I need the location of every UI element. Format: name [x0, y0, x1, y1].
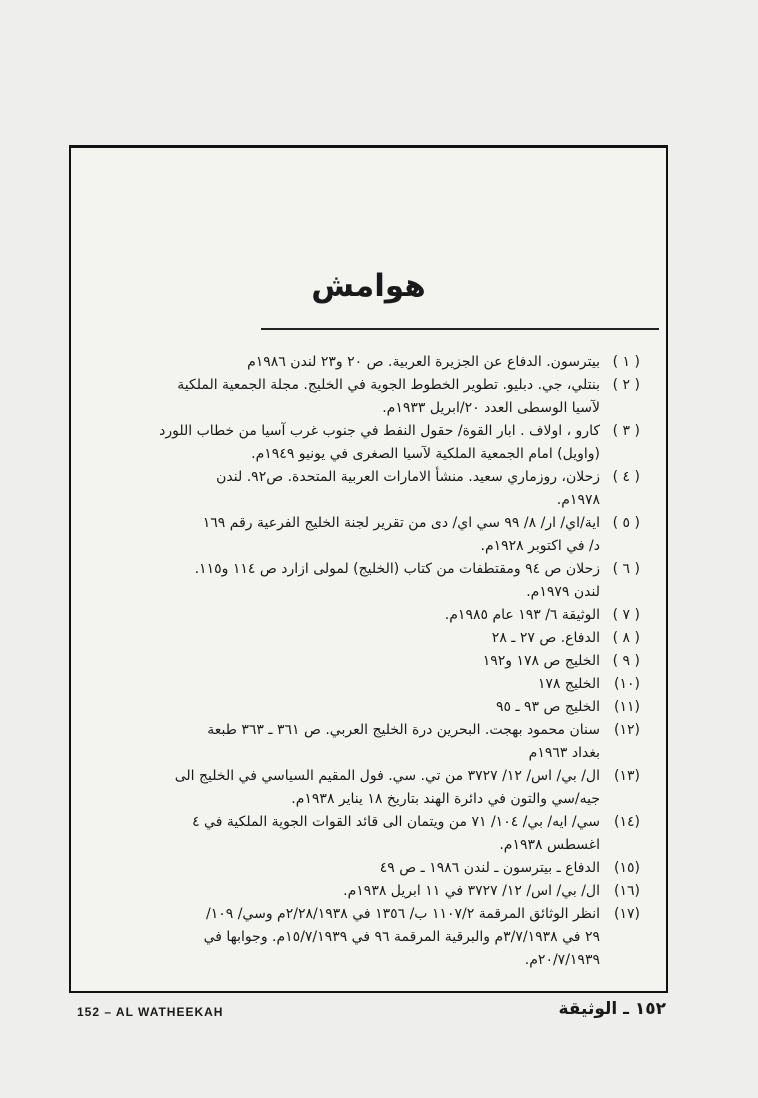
footnote-text: سنان محمود بهجت. البحرين درة الخليج العربي. ص ٣٦١ ـ ٣٦٣ طبعة بغداد ١٩٦٣م [207, 722, 600, 761]
footnote-text: الخليج ص ١٧٨ و١٩٢ [482, 653, 600, 669]
page-number-arabic: ١٥٢ ـ الوثيقة [558, 999, 666, 1019]
footnote-number: ( ٥ ) [612, 515, 640, 531]
title-divider [261, 328, 659, 330]
footnote-item [105, 650, 640, 673]
footnote-item [105, 811, 640, 857]
footnote-item [105, 696, 640, 719]
footnote-number: ( ٦ ) [612, 561, 640, 577]
page-frame [69, 145, 668, 993]
footnote-number: (١١) [614, 699, 640, 715]
footnote-item [105, 627, 640, 650]
footnote-item [105, 604, 640, 627]
footnote-text: انظر الوثائق المرقمة ١١٠٧/٢ ب/ ١٣٥٦ في ٢/٢٨/١٩٣٨م وسي/ ١٠٩/ ٢٩ في ٣/٧/١٩٣٨م والبرقية المرقمة ٩٦ في ١٥/٧/١٩٣٩م. وجوابها في ٢٠/٧/١٩٣٩م. [203, 906, 600, 968]
footnote-text: زحلان، روزماري سعيد. منشأ الامارات العربية المتحدة. ص٩٢. لندن ١٩٧٨م. [216, 469, 600, 508]
footnote-item [105, 351, 640, 374]
footnote-text: اية/اي/ ار/ ٨/ ٩٩ سي اي/ دى من تقرير لجنة الخليج الفرعية رقم ١٦٩ د/ في اكتوبر ١٩٢٨م. [202, 515, 600, 554]
footnote-number: (١٤) [614, 814, 640, 830]
footnote-text: الدفاع. ص ٢٧ ـ ٢٨ [491, 630, 600, 646]
footnote-text: ال/ بي/ اس/ ١٢/ ٣٧٢٧ في ١١ ابريل ١٩٣٨م. [343, 883, 600, 899]
footnote-number: ( ١ ) [612, 354, 640, 370]
page-number-latin: 152 – AL WATHEEKAH [77, 1005, 224, 1019]
footnote-item [105, 558, 640, 604]
footnote-number: (١٢) [614, 722, 640, 738]
footnote-item [105, 420, 640, 466]
footnote-text: ال/ بي/ اس/ ١٢/ ٣٧٢٧ من تي. سي. فول المقيم السياسي في الخليج الى جيه/سي والتون في دائرة الهند بتاريخ ١٨ يناير ١٩٣٨م. [174, 768, 600, 807]
footnote-text: الوثيقة ٦/ ١٩٣ عام ١٩٨٥م. [444, 607, 600, 623]
footnote-number: (١٠) [614, 676, 640, 692]
footnote-text: بنتلي، جي. دبليو. تطوير الخطوط الجوية في الخليج. مجلة الجمعية الملكية لآسيا الوسطى العدد ٢٠/ابريل ١٩٣٣م. [177, 377, 600, 416]
footnote-text: كارو ، اولاف . ابار القوة/ حقول النفط في جنوب غرب آسيا من خطاب اللورد (واويل) امام الجمعية الملكية لآسيا الصغرى في يونيو ١٩٤٩م. [159, 423, 600, 462]
footnote-number: ( ٧ ) [612, 607, 640, 623]
footnote-item [105, 903, 640, 972]
footnote-item [105, 466, 640, 512]
footnote-number: (١٦) [614, 883, 640, 899]
footnote-item [105, 857, 640, 880]
footnote-text: سي/ ايه/ بي/ ١٠٤/ ٧١ من ويتمان الى قائد القوات الجوية الملكية في ٤ اغسطس ١٩٣٨م. [192, 814, 600, 853]
footnote-number: ( ٣ ) [612, 423, 640, 439]
footnote-number: ( ٢ ) [612, 377, 640, 393]
footnote-number: ( ٤ ) [612, 469, 640, 485]
footnote-item [105, 765, 640, 811]
footnote-item [105, 374, 640, 420]
page-title: هوامش [311, 268, 426, 304]
footnote-text: زحلان ص ٩٤ ومقتطفات من كتاب (الخليج) لمولى ازارد ص ١١٤ و١١٥. لندن ١٩٧٩م. [194, 561, 600, 600]
footnote-item [105, 512, 640, 558]
footnote-item [105, 880, 640, 903]
footnotes-list [105, 351, 640, 972]
footnote-text: بيترسون. الدفاع عن الجزيرة العربية. ص ٢٠ و٢٣ لندن ١٩٨٦م [247, 354, 600, 370]
footnote-number: ( ٨ ) [612, 630, 640, 646]
footnote-item [105, 673, 640, 696]
footnote-text: الخليج ١٧٨ [537, 676, 600, 692]
footnote-text: الخليج ص ٩٣ ـ ٩٥ [495, 699, 600, 715]
footnote-text: الدفاع ـ بيترسون ـ لندن ١٩٨٦ ـ ص ٤٩ [379, 860, 600, 876]
footnote-number: (١٧) [614, 906, 640, 922]
footnote-number: (١٣) [614, 768, 640, 784]
footnote-item [105, 719, 640, 765]
footnote-number: ( ٩ ) [612, 653, 640, 669]
footnote-number: (١٥) [614, 860, 640, 876]
